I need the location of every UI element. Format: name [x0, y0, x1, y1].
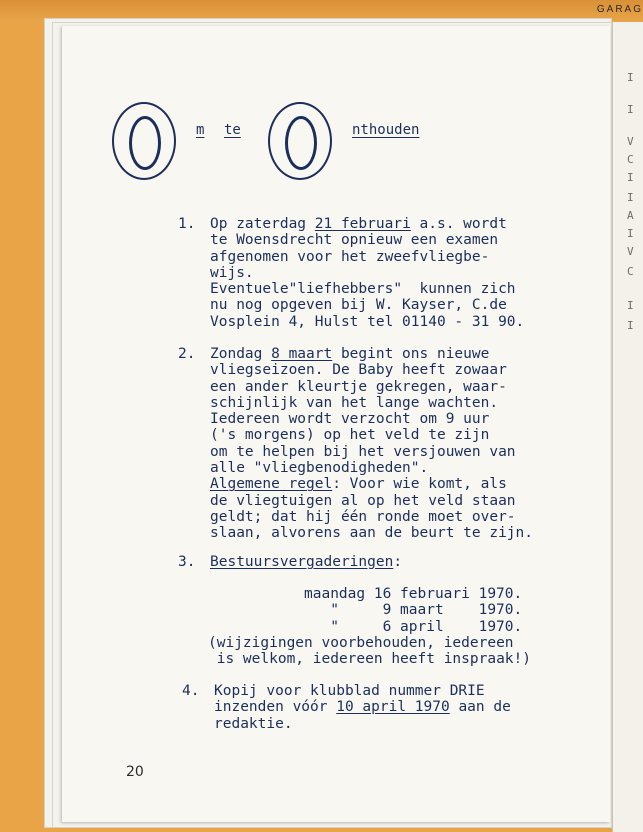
text-segment: alle "vliegbenodigheden". [210, 460, 429, 477]
text-segment: aan de [449, 699, 511, 716]
text-segment: inzenden vóór [214, 699, 337, 716]
text-line [304, 586, 522, 602]
text-line [214, 683, 594, 699]
text-line [214, 699, 594, 715]
text-segment: redaktie. [214, 715, 293, 732]
underlined-text: Bestuursvergaderingen [210, 554, 394, 570]
underlined-text: 10 april 1970 [336, 699, 450, 716]
page-number: 20 [126, 764, 144, 780]
text-line [210, 249, 590, 265]
text-segment: " 9 maart 1970. [304, 602, 523, 619]
text-segment: (wijzigingen voorbehouden, iedereen [208, 635, 514, 651]
underlined-text: Algemene regel [210, 476, 333, 493]
text-segment: Zondag [210, 346, 272, 362]
text-line [210, 216, 590, 232]
text-line [210, 395, 590, 411]
item-body [210, 346, 590, 542]
text-line [210, 509, 590, 525]
text-line [210, 297, 590, 313]
text-line [210, 444, 590, 460]
text-segment: een ander kleurtje gekregen, waar- [210, 378, 507, 395]
text-segment: Vosplein 4, Hulst tel 01140 - 31 90. [210, 313, 525, 330]
header-word-1: m [196, 122, 205, 138]
text-line [210, 281, 590, 297]
meeting-note [208, 635, 531, 668]
text-segment: nu nog opgeven bij W. Kayser, C.de [210, 297, 507, 314]
text-segment: is welkom, iedereen heeft inspraak!) [208, 651, 532, 668]
underlined-text: 21 februari [314, 216, 411, 232]
meeting-dates [304, 586, 522, 635]
text-line [208, 635, 531, 651]
text-line [210, 476, 590, 492]
header-word-2: te [224, 122, 241, 138]
text-line [210, 493, 590, 509]
document-page [62, 26, 610, 822]
item-body [214, 683, 594, 732]
text-segment: afgenomen voor het zweefvliegbe- [210, 248, 490, 265]
text-segment: vliegseizoen. De Baby heeft zowaar [210, 362, 507, 379]
header-word-3: nthouden [352, 122, 420, 138]
text-segment: Iedereen wordt verzocht om 9 uur [210, 411, 490, 428]
text-segment: Kopij voor klubblad nummer DRIE [214, 683, 485, 699]
text-segment: slaan, alvorens aan de beurt te zijn. [210, 525, 534, 542]
text-segment: Op zaterdag [210, 216, 315, 232]
item-number: 1. [178, 216, 196, 232]
text-segment: begint ons nieuwe [332, 346, 490, 362]
item-number: 4. [182, 683, 200, 699]
text-segment: geldt; dat hij één ronde moet over- [210, 508, 516, 525]
text-segment: te Woensdrecht opnieuw een examen [210, 232, 499, 249]
text-line [210, 265, 590, 281]
text-line [208, 651, 531, 667]
text-segment: Eventuele"liefhebbers" kunnen zich [210, 281, 516, 298]
text-segment: wijs. [210, 264, 254, 281]
text-line [304, 619, 522, 635]
text-segment: maandag 16 februari 1970. [304, 586, 523, 602]
item-number: 2. [178, 346, 196, 362]
cover-label: GARAG [596, 4, 643, 15]
text-line [210, 362, 590, 378]
text-line [210, 232, 590, 248]
text-line [210, 346, 590, 362]
text-segment: : Voor wie komt, als [332, 476, 507, 493]
text-line [210, 427, 590, 443]
item-number: 3. [178, 554, 196, 570]
text-line [214, 716, 594, 732]
text-line [210, 460, 590, 476]
text-segment: a.s. wordt [410, 216, 507, 232]
text-segment: om te helpen bij het versjouwen van [210, 443, 516, 460]
text-line [210, 525, 590, 541]
item-body [210, 216, 590, 330]
text-segment: schijnlijk van het lange wachten. [210, 394, 499, 411]
text-segment: " 6 april 1970. [304, 618, 523, 635]
text-line [210, 379, 590, 395]
underlined-text: 8 maart [271, 346, 333, 362]
text-line [210, 411, 590, 427]
page-header [112, 102, 472, 182]
text-segment: de vliegtuigen al op het veld staan [210, 492, 516, 509]
text-line [210, 554, 590, 570]
text-line [304, 602, 522, 618]
item-body [210, 554, 590, 570]
text-line [210, 314, 590, 330]
big-o-letter-icon [268, 102, 332, 180]
big-o-letter-icon [112, 102, 176, 180]
text-segment: ('s morgens) op het veld te zijn [210, 427, 490, 444]
facing-page-edge: I I V C I I A I V C I I [612, 22, 643, 832]
text-segment: : [393, 554, 403, 570]
